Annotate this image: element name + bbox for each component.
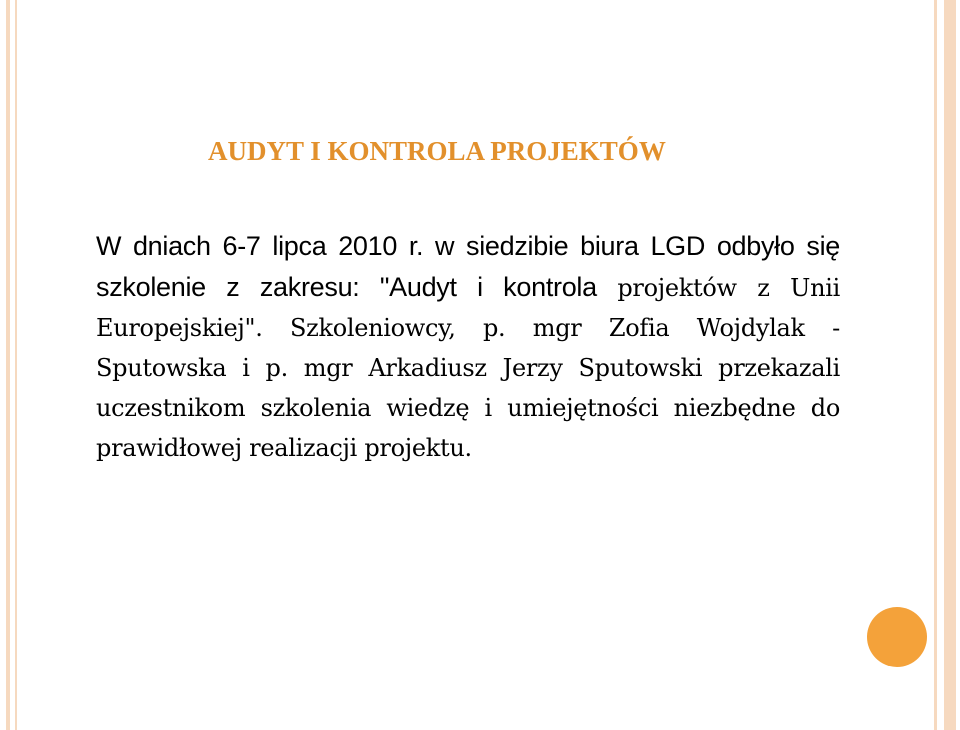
slide-body-text	[96, 226, 840, 468]
body-intro-text: W dniach 6-7 lipca 2010 r. w siedzibie biura LGD odbyło się szkolenie z zakresu: "Audyt i kontrola	[96, 231, 840, 302]
left-border-inner-line	[15, 0, 17, 730]
right-border-outer-line	[934, 0, 937, 730]
body-rest-text: projektów z Unii Europejskiej". Szkoleniowcy, p. mgr Zofia Wojdylak - Sputowska i p. mgr Arkadiusz Jerzy Sputowski przekazali uczestnikom szkolenia wiedzę i umiejętności niezbędne do prawidłowej realizacji projektu.	[96, 274, 840, 462]
decorative-circle	[867, 607, 927, 667]
slide-title: AUDYT I KONTROLA PROJEKTÓW	[208, 136, 666, 166]
right-border-inner-line	[944, 0, 956, 730]
left-border-outer-line	[6, 0, 10, 730]
